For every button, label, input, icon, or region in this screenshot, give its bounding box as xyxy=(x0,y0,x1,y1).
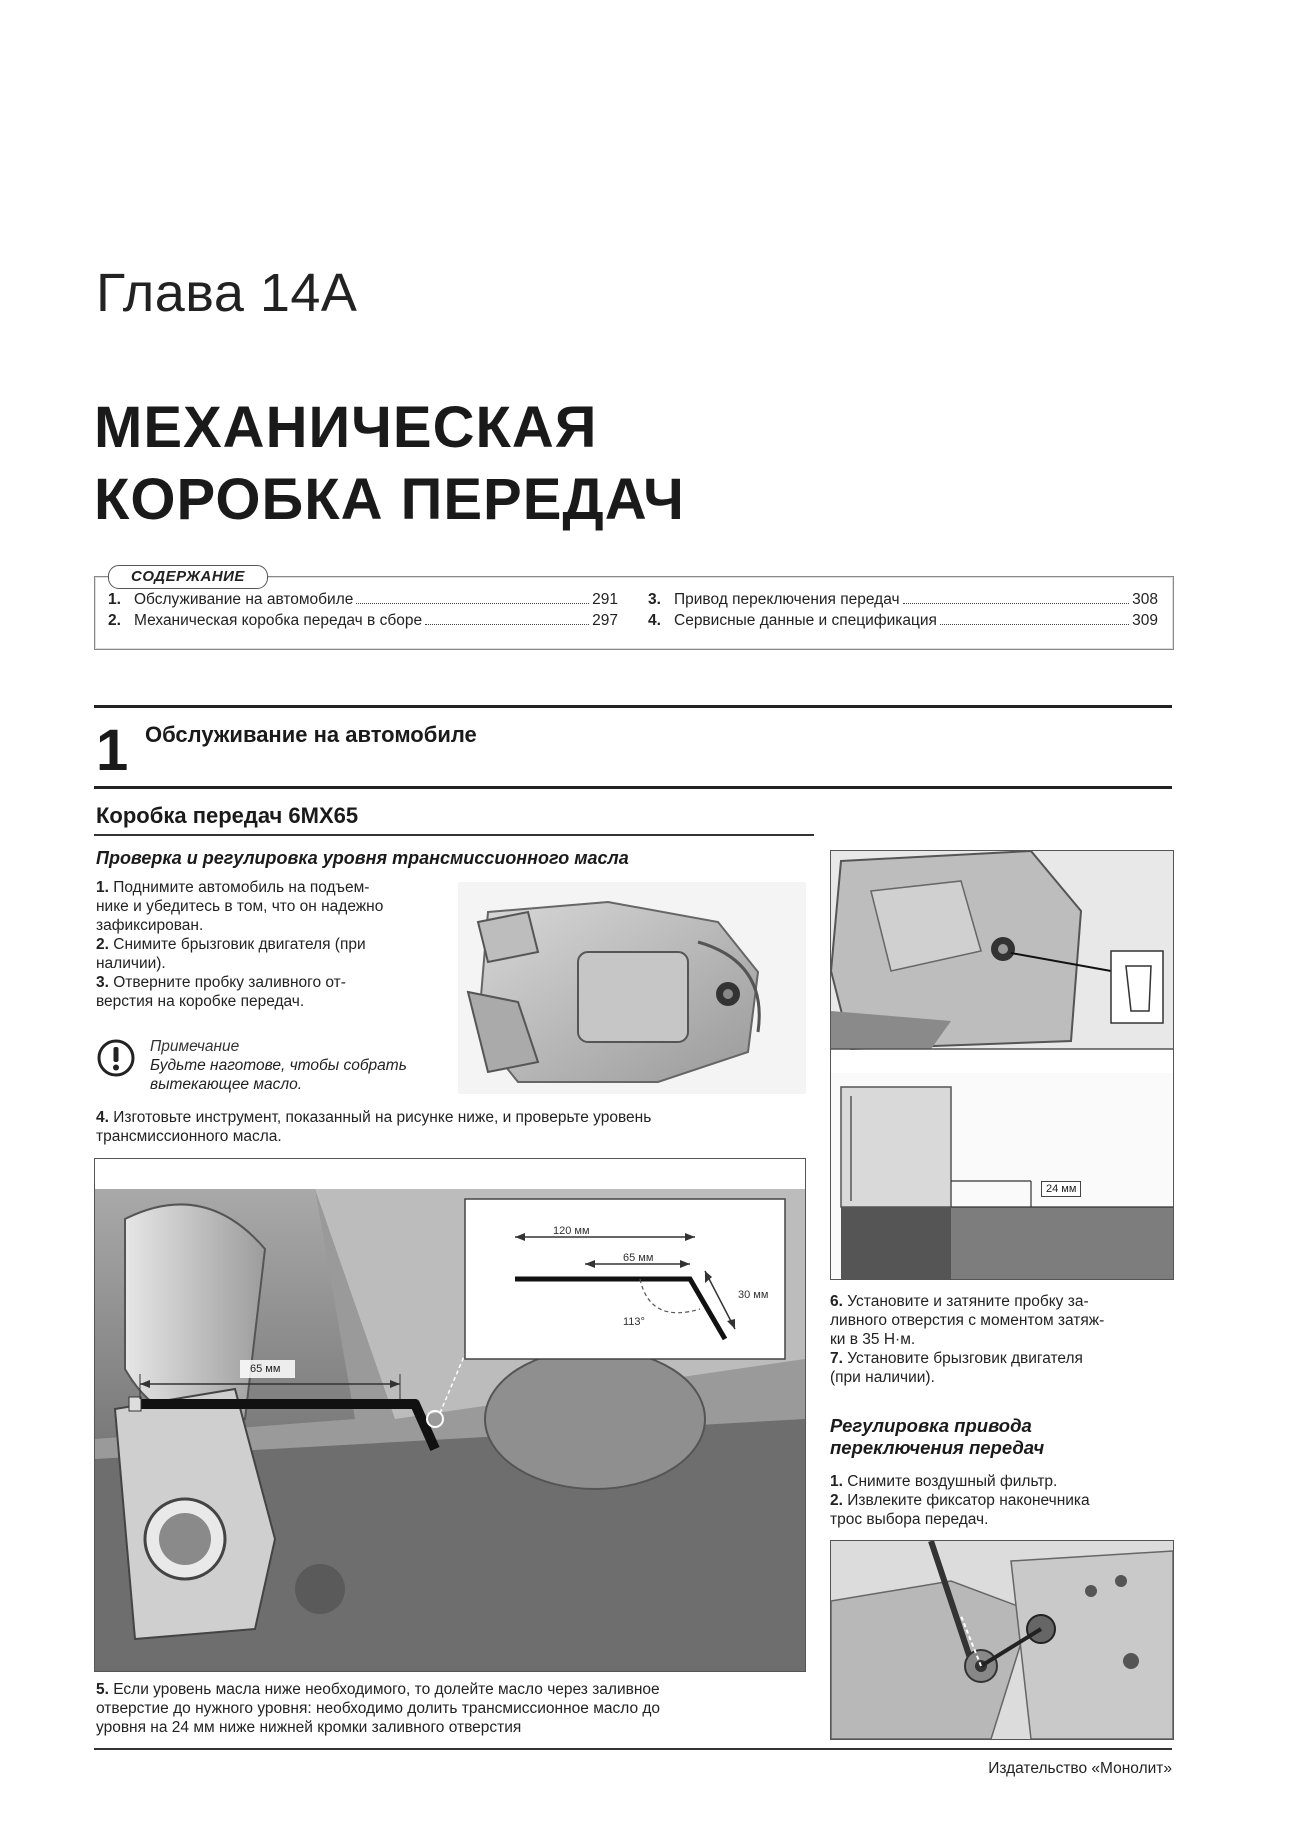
toc-item-page: 308 xyxy=(1132,591,1158,608)
section-number: 1 xyxy=(96,718,129,783)
step-num: 4. xyxy=(96,1109,109,1126)
subsection-title: Коробка передач 6MX65 xyxy=(96,803,359,828)
figure-oil-level-drawing xyxy=(831,851,1173,1279)
publisher-footer: Издательство «Монолит» xyxy=(988,1760,1172,1777)
toc-label: СОДЕРЖАНИЕ xyxy=(108,565,268,589)
steps-right2 xyxy=(830,1472,1172,1529)
toc-dots xyxy=(356,603,589,604)
toc-dots xyxy=(940,624,1129,625)
step-num: 2. xyxy=(830,1492,843,1509)
step-line xyxy=(830,1349,1172,1368)
step-text: трос выбора передач. xyxy=(830,1511,989,1528)
step-num: 6. xyxy=(830,1293,843,1310)
toc-item[interactable] xyxy=(648,591,1158,609)
step-line xyxy=(96,992,436,1011)
step-text: уровня на 24 мм ниже нижней кромки заливного отверстия xyxy=(96,1719,522,1736)
step-text: трансмиссионного масла. xyxy=(96,1128,282,1145)
note-block xyxy=(150,1038,450,1094)
dim-label: 120 мм xyxy=(553,1225,590,1237)
step-num: 1. xyxy=(830,1473,843,1490)
footer-rule xyxy=(94,1748,1172,1750)
subsection2-title-line: переключения передач xyxy=(830,1437,1045,1458)
step-line xyxy=(830,1368,1172,1387)
figure-dipstick-tool xyxy=(94,1158,806,1672)
dim-label: 24 мм xyxy=(1041,1181,1081,1197)
step-line xyxy=(96,973,436,992)
step-text: Снимите воздушный фильтр. xyxy=(847,1473,1058,1490)
step-text: Если уровень масла ниже необходимого, то долейте масло через заливное xyxy=(113,1681,660,1698)
step-text: зафиксирован. xyxy=(96,917,204,934)
step-text: ки в 35 Н·м. xyxy=(830,1331,916,1348)
figure-oil-level xyxy=(830,850,1174,1280)
note-title: Примечание xyxy=(150,1038,240,1055)
step-line xyxy=(96,1699,806,1718)
step-line xyxy=(96,1108,806,1127)
toc-dots xyxy=(425,624,589,625)
step-line xyxy=(830,1510,1172,1529)
figure-dipstick-drawing xyxy=(95,1159,805,1671)
step-line xyxy=(96,1127,806,1146)
step-text: наличии). xyxy=(96,955,166,972)
toc-item-title: Сервисные данные и спецификация xyxy=(674,612,937,629)
dim-label: 65 мм xyxy=(250,1363,281,1375)
step-line xyxy=(830,1311,1172,1330)
toc-item-page: 297 xyxy=(592,612,618,629)
step-text: Установите брызговик двигателя xyxy=(847,1350,1083,1367)
step-4 xyxy=(96,1108,806,1146)
step-num: 5. xyxy=(96,1681,109,1698)
step-line xyxy=(830,1330,1172,1349)
toc-item-title: Механическая коробка передач в сборе xyxy=(134,612,423,629)
toc-item-num: 4. xyxy=(648,612,661,629)
toc-item[interactable] xyxy=(108,612,618,630)
step-line xyxy=(96,1680,806,1699)
step-num: 2. xyxy=(96,936,109,953)
steps-left xyxy=(96,878,436,1011)
chapter-title-line1: МЕХАНИЧЕСКАЯ xyxy=(94,395,598,460)
section-title: Обслуживание на автомобиле xyxy=(145,722,477,747)
step-text: отверстие до нужного уровня: необходимо долить трансмиссионное масло до xyxy=(96,1700,661,1717)
step-text: нике и убедитесь в том, что он надежно xyxy=(96,898,384,915)
step-text: Извлеките фиксатор наконечника xyxy=(847,1492,1090,1509)
section-rule-bottom xyxy=(94,786,1172,789)
step-line xyxy=(96,954,436,973)
step-text: ливного отверстия с моментом затяж- xyxy=(830,1312,1105,1329)
step-num: 1. xyxy=(96,879,109,896)
step-text: (при наличии). xyxy=(830,1369,935,1386)
subsection2-title-line: Регулировка привода xyxy=(830,1415,1032,1436)
subsection2-title xyxy=(830,1415,1044,1459)
warning-icon xyxy=(96,1038,136,1078)
toc-item-num: 3. xyxy=(648,591,661,608)
toc-item-title: Привод переключения передач xyxy=(674,591,900,608)
step-line xyxy=(830,1292,1172,1311)
steps-right xyxy=(830,1292,1172,1387)
dim-label: 65 мм xyxy=(623,1252,654,1264)
procedure-title: Проверка и регулировка уровня трансмиссионного масла xyxy=(96,848,629,868)
step-line xyxy=(830,1491,1172,1510)
step-text: Отверните пробку заливного от- xyxy=(113,974,346,991)
chapter-title xyxy=(94,392,1194,536)
figure-filler-plug-drawing xyxy=(458,882,806,1094)
note-line: вытекающее масло. xyxy=(150,1076,303,1093)
step-text: Снимите брызговик двигателя (при xyxy=(113,936,366,953)
dim-label: 30 мм xyxy=(738,1289,769,1301)
dim-label: 113° xyxy=(623,1316,645,1328)
toc-item-page: 291 xyxy=(592,591,618,608)
toc-item-page: 309 xyxy=(1132,612,1158,629)
toc-item[interactable] xyxy=(108,591,618,609)
figure-shift-cable-drawing xyxy=(831,1541,1173,1739)
step-line xyxy=(830,1472,1172,1491)
toc-item[interactable] xyxy=(648,612,1158,630)
step-line xyxy=(96,878,436,897)
step-text: Установите и затяните пробку за- xyxy=(847,1293,1089,1310)
step-line xyxy=(96,935,436,954)
step-num: 7. xyxy=(830,1350,843,1367)
toc-item-num: 2. xyxy=(108,612,121,629)
section-rule-top xyxy=(94,705,1172,708)
step-line xyxy=(96,1718,806,1737)
step-line xyxy=(96,916,436,935)
chapter-title-line2: КОРОБКА ПЕРЕДАЧ xyxy=(94,467,685,532)
figure-filler-plug xyxy=(458,882,806,1094)
step-text: верстия на коробке передач. xyxy=(96,993,305,1010)
chapter-label: Глава 14A xyxy=(96,263,358,323)
step-text: Изготовьте инструмент, показанный на рисунке ниже, и проверьте уровень xyxy=(113,1109,652,1126)
toc-dots xyxy=(903,603,1130,604)
step-5 xyxy=(96,1680,806,1737)
toc-item-num: 1. xyxy=(108,591,121,608)
step-text: Поднимите автомобиль на подъем- xyxy=(113,879,370,896)
step-line xyxy=(96,897,436,916)
toc-item-title: Обслуживание на автомобиле xyxy=(134,591,354,608)
subsection-rule xyxy=(94,834,814,836)
note-line: Будьте наготове, чтобы собрать xyxy=(150,1057,407,1074)
figure-shift-cable xyxy=(830,1540,1174,1740)
step-num: 3. xyxy=(96,974,109,991)
